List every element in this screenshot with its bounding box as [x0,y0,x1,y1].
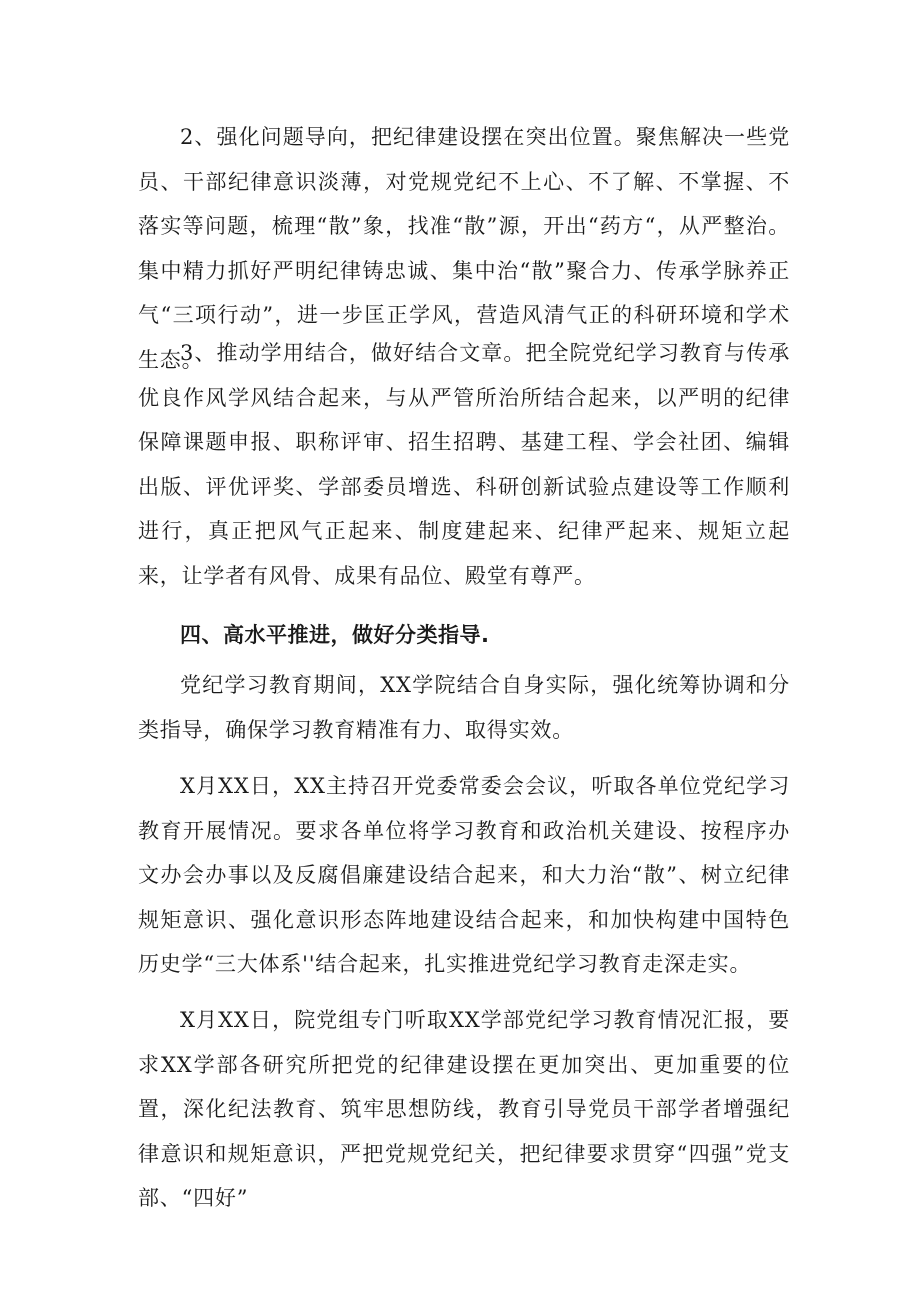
section-heading-four: 四、高水平推进，做好分类指导. [180,623,490,647]
paragraph-party-group-report: X月XX日，院党组专门听取XX学部党纪学习教育情况汇报，要求XX学部各研究所把党的纪律建设摆在更加突出、更加重要的位置，深化纪法教育、筑牢思想防线，教育引导党员干部学者增强纪律意识和规矩意识，严把党规党纪关，把纪律要求贯穿“四强”党支部、“四好” [138,1008,790,1210]
paragraph-committee-meeting: X月XX日，XX主持召开党委常委会会议，听取各单位党纪学习教育开展情况。要求各单位将学习教育和政治机关建设、按程序办文办会办事以及反腐倡廉建设结合起来，和大力治“散”、树立纪律规矩意识、强化意识形态阵地建设结合起来，和加快构建中国特色历史学“三大体系''结合起来，扎实推进党纪学习教育走深走实。 [138,774,790,976]
paragraph-study-application: 3、推动学用结合，做好结合文章。把全院党纪学习教育与传承优良作风学风结合起来，与从严管所治所结合起来，以严明的纪律保障课题申报、职称评审、招生招聘、基建工程、学会社团、编辑出版、评优评奖、学部委员增选、科研创新试验点建设等工作顺利进行，真正把风气正起来、制度建起来、纪律严起来、规矩立起来，让学者有风骨、成果有品位、殿堂有尊严。 [138,341,790,588]
paragraph-study-period: 党纪学习教育期间，XX学院结合自身实际，强化统筹协调和分类指导，确保学习教育精准有力、取得实效。 [138,673,790,742]
paragraph-problem-orientation: 2、强化问题导向，把纪律建设摆在突出位置。聚焦解决一些党员、干部纪律意识淡薄，对党规党纪不上心、不了解、不掌握、不落实等问题，梳理“散”象，找准“散”源，开出“药方“，从严整治。集中精力抓好严明纪律铸忠诚、集中治“散”聚合力、传承学脉养正气“三项行动”，进一步匡正学风，营造风清气正的科研环境和学术生态。 [138,125,790,372]
